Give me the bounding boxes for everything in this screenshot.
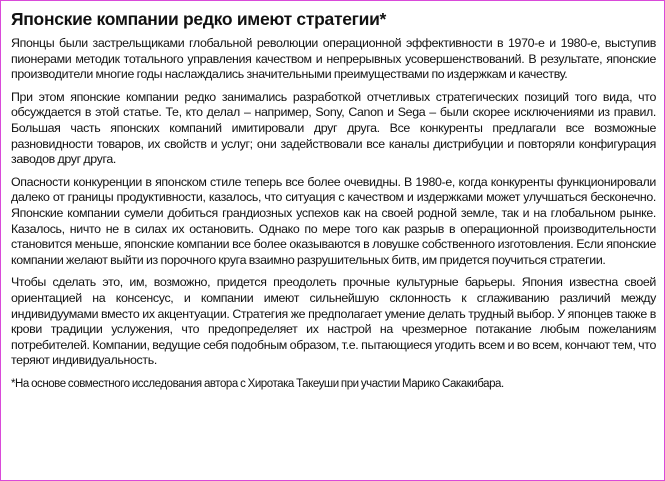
- paragraph-1: Японцы были застрельщиками глобальной революции операционной эффективности в 1970-е и 1980-е, выступив пионерами методик тотального управления качеством и непрерывных усовершенствований. В результате, японские производители многие годы наслаждались значительными преимуществами по издержкам и качеству.: [11, 36, 656, 82]
- paragraph-2: При этом японские компании редко занимались разработкой отчетливых стратегических позиций того вида, что обсуждается в этой статье. Те, кто делал – например, Sony, Canon и Sega – были скорее исключениями из правил. Большая часть японских компаний имитировали друг друга. Все конкуренты предлагали все возможные разновидности товаров, их свойств и услуг; они задействовали все каналы дистрибуции и повторяли конфигурация заводов друг друга.: [11, 89, 656, 167]
- article-title: Японские компании редко имеют стратегии*: [11, 9, 387, 29]
- paragraph-4: Чтобы сделать это, им, возможно, придется преодолеть прочные культурные барьеры. Япония известна своей ориентацией на консенсус, и компании имеют сильнейшую склонность к сглаживанию различий между индивидуумами вместо их акцентуации. Стратегия же предполагает умение делать трудный выбор. У японцев также в крови традиции услужения, что предопределяет их настрой на чрезмерное потакание любым пожеланиям потребителей. Компании, ведущие себя подобным образом, т.е. пытающиеся угодить всем и во всем, кончают тем, что теряют индивидуальность.: [11, 275, 656, 368]
- article: [11, 8, 656, 399]
- paragraph-3: Опасности конкуренции в японском стиле теперь все более очевидны. В 1980-е, когда конкуренты функционировали далеко от границы продуктивности, казалось, что ситуация с качеством и издержками может улучшаться бесконечно. Японские компании сумели добиться грандиозных успехов как на своей родной земле, так и на глобальном рынке. Казалось, ничто не в силах их остановить. Однако по мере того как разрыв в операционной производительности становится меньше, японские компании все более оказываются в ловушке собственного изготовления. Если японские компании желают выйти из порочного круга взаимно разрушительных битв, им придется поучиться стратегии.: [11, 174, 656, 267]
- footnote: *На основе совместного исследования автора с Хиротака Такеуши при участии Марико Сакакибара.: [11, 377, 504, 390]
